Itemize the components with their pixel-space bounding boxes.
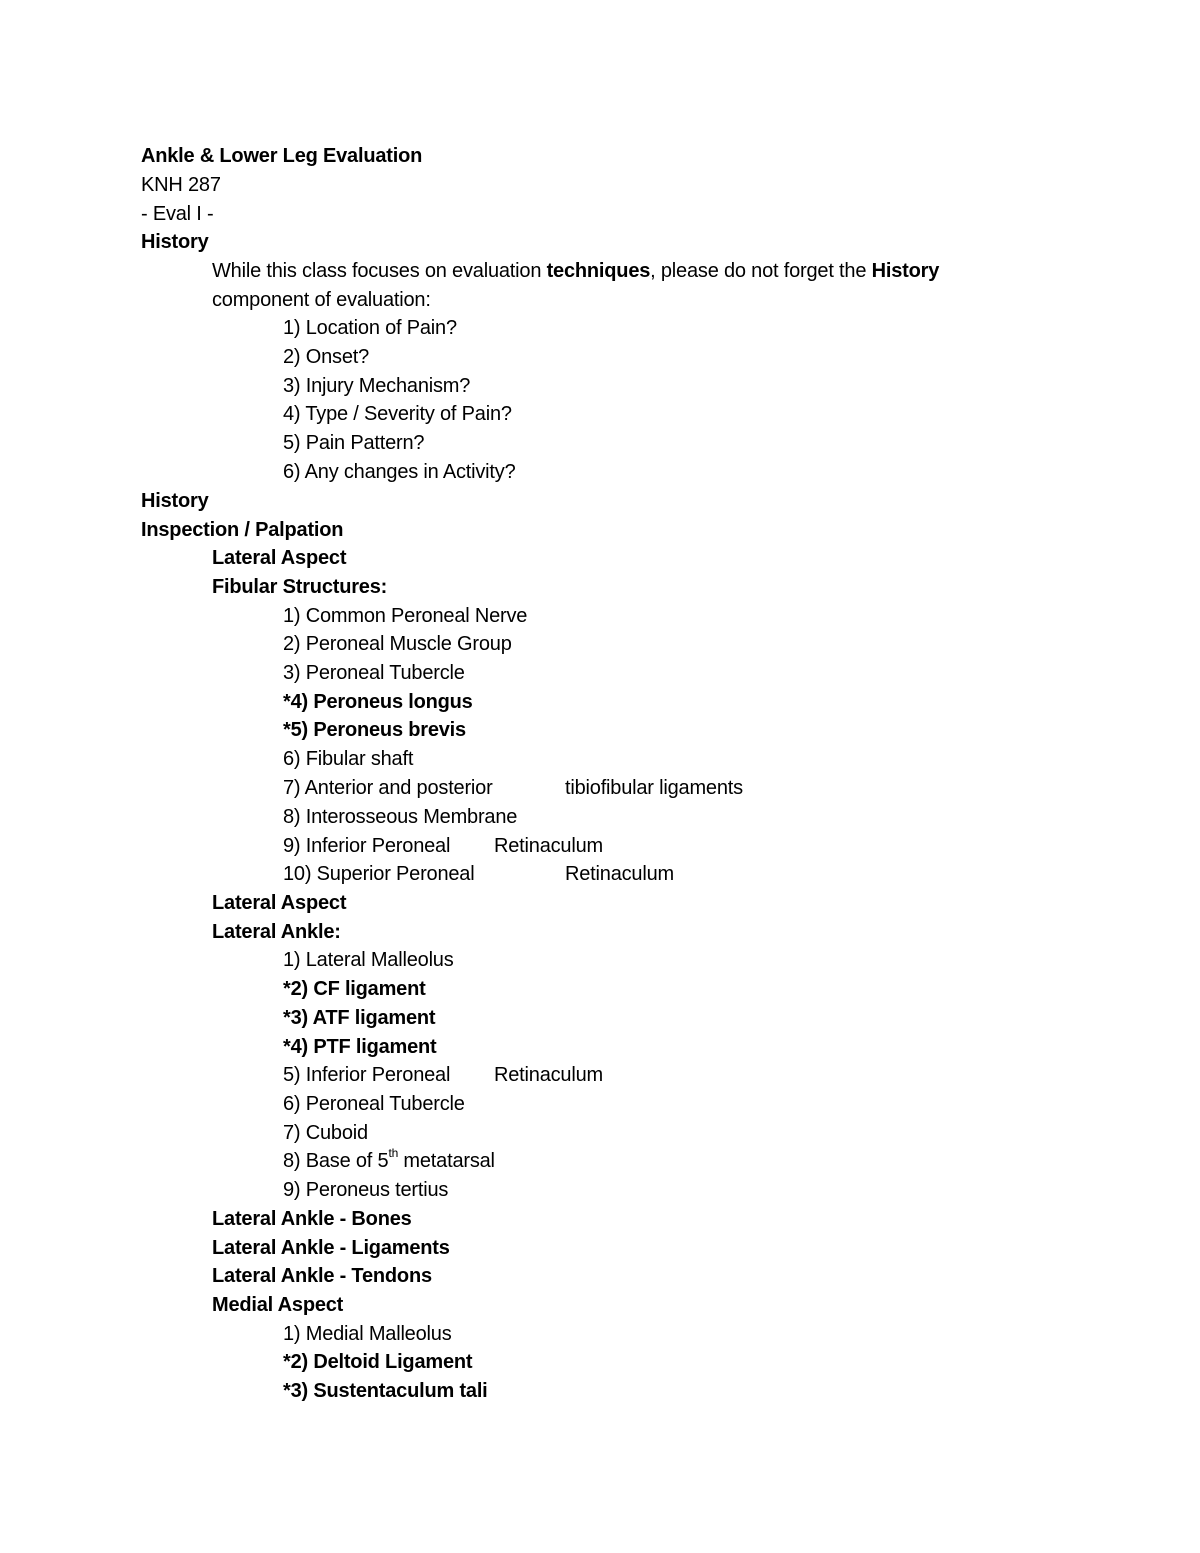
lateral-ankle-tendons-heading: Lateral Ankle - Tendons xyxy=(212,1265,432,1287)
document-title: Ankle & Lower Leg Evaluation xyxy=(141,145,423,167)
ankle-item: 9) Peroneus tertius xyxy=(283,1179,449,1201)
ankle-item: *3) ATF ligament xyxy=(283,1007,436,1029)
fibular-item: 9) Inferior Peroneal xyxy=(283,835,451,857)
medial-item: 1) Medial Malleolus xyxy=(283,1323,452,1345)
lateral-aspect-heading-2: Lateral Aspect xyxy=(212,892,347,914)
fibular-item: 10) Superior Peroneal xyxy=(283,863,475,885)
ankle-item: 7) Cuboid xyxy=(283,1122,368,1144)
intro-bold-techniques: techniques xyxy=(546,260,651,282)
fibular-item: 3) Peroneal Tubercle xyxy=(283,662,465,684)
ankle-item: 1) Lateral Malleolus xyxy=(283,949,454,971)
fibular-item: 2) Peroneal Muscle Group xyxy=(283,633,512,655)
lateral-ankle-heading: Lateral Ankle: xyxy=(212,921,341,943)
ankle-item: *4) PTF ligament xyxy=(283,1036,437,1058)
inspection-heading: Inspection / Palpation xyxy=(141,519,344,541)
history-item: 2) Onset? xyxy=(283,346,370,368)
intro-bold-history: History xyxy=(871,260,940,282)
fibular-item-continuation: Retinaculum xyxy=(494,835,603,857)
ankle-item: *2) CF ligament xyxy=(283,978,426,1000)
lateral-ankle-ligaments-heading: Lateral Ankle - Ligaments xyxy=(212,1237,450,1259)
lateral-ankle-bones-heading: Lateral Ankle - Bones xyxy=(212,1208,412,1230)
history-item: 1) Location of Pain? xyxy=(283,317,457,339)
fibular-item: *5) Peroneus brevis xyxy=(283,719,466,741)
ankle-item-continuation: Retinaculum xyxy=(494,1064,603,1086)
intro-paragraph-line-1 xyxy=(212,259,939,283)
history-item: 6) Any changes in Activity? xyxy=(283,461,516,483)
intro-text-2: , please do not forget the xyxy=(650,260,872,282)
fibular-item: 7) Anterior and posterior xyxy=(283,777,493,799)
medial-item: *2) Deltoid Ligament xyxy=(283,1351,473,1373)
intro-paragraph-line-2: component of evaluation: xyxy=(212,289,431,311)
medial-item: *3) Sustentaculum tali xyxy=(283,1380,488,1402)
fibular-item: 1) Common Peroneal Nerve xyxy=(283,605,528,627)
history-item: 5) Pain Pattern? xyxy=(283,432,425,454)
fibular-item-continuation: tibiofibular ligaments xyxy=(565,777,743,799)
fibular-item: 6) Fibular shaft xyxy=(283,748,414,770)
fibular-structures-heading: Fibular Structures: xyxy=(212,576,388,598)
intro-text-1: While this class focuses on evaluation xyxy=(212,260,547,282)
history-heading: History xyxy=(141,231,209,253)
ankle-item: 6) Peroneal Tubercle xyxy=(283,1093,465,1115)
medial-aspect-heading: Medial Aspect xyxy=(212,1294,344,1316)
ankle-item: 5) Inferior Peroneal xyxy=(283,1064,451,1086)
history-heading-2: History xyxy=(141,490,209,512)
ankle-item xyxy=(283,1146,495,1173)
fibular-item: *4) Peroneus longus xyxy=(283,691,473,713)
ankle-item-text: metatarsal xyxy=(398,1150,495,1172)
history-item: 3) Injury Mechanism? xyxy=(283,375,471,397)
course-code: KNH 287 xyxy=(141,174,221,196)
superscript-th: th xyxy=(388,1146,399,1161)
ankle-item-text: 8) Base of 5 xyxy=(283,1150,389,1172)
fibular-item: 8) Interosseous Membrane xyxy=(283,806,518,828)
history-item: 4) Type / Severity of Pain? xyxy=(283,403,512,425)
lateral-aspect-heading: Lateral Aspect xyxy=(212,547,347,569)
eval-label: - Eval I - xyxy=(141,203,214,225)
fibular-item-continuation: Retinaculum xyxy=(565,863,674,885)
